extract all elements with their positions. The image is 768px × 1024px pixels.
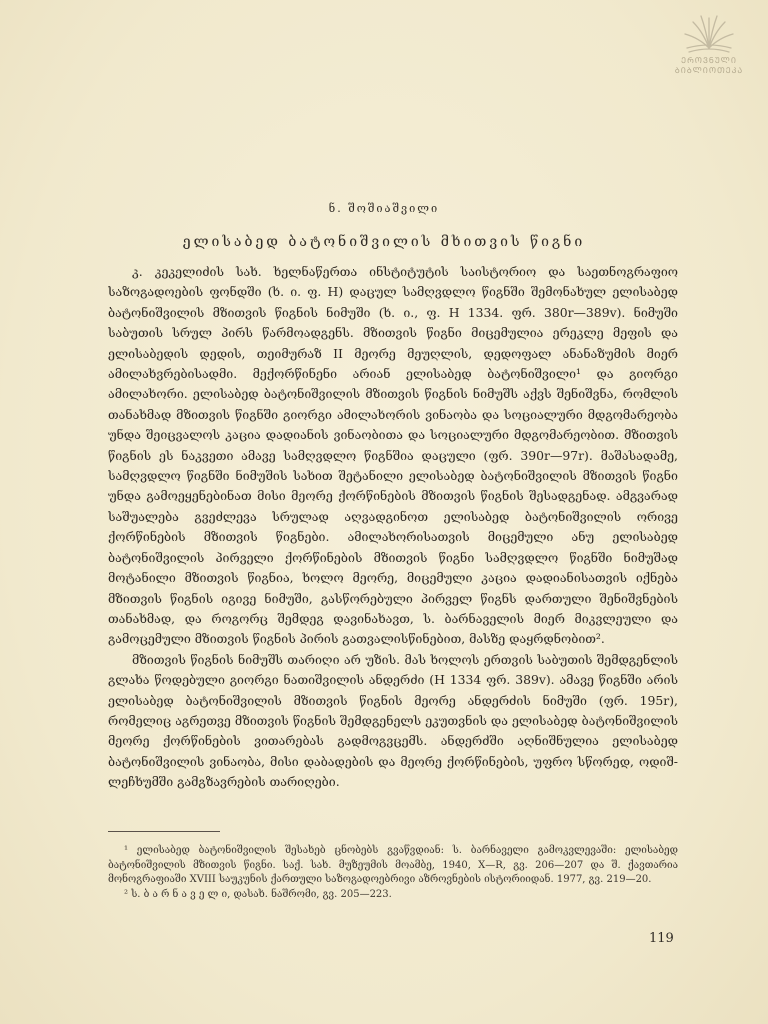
article-body [108, 262, 678, 814]
footnote-1: ¹ ელისაბედ ბატონიშვილის შესახებ ცნობებს გვაწვდიან: ს. ბარნაველი გამოკვლევაში: ელისაბედ ბატონიშვილის მზითვის წიგნი. საქ. სახ. მუზეუმის მოამბე, 1940, X—R, გვ. 206—207 და შ. ქავთარია მონოგრაფიაში XVIII საუკუნის ქართული საზოგადოებრივი აზროვნების ისტორიიდან. 1977, გვ. 219—20. [108, 845, 678, 885]
logo-text-line-1: ᲔᲠᲝᲕᲜᲣᲚᲘ [681, 56, 737, 65]
body-paragraph: მზითვის წიგნის ნიმუშს თარიღი არ უზის. მას ხოლოს ერთვის საბუთის შემდგენლის გლახა წოდებული გიორგი ნათიშვილის ანდერძი (H 1334 ფრ. 389v). ამავე წიგნში არის ელისაბედ ბატონიშვილის მზითვის წიგნის მეორე ანდერძის ნიმუში (ფრ. 195r), რომელიც აგრეთვე მზითვის წიგნის შემდგენელს ეკუთვნის და ელისაბედ ბატონიშვილის მეორე ქორწინების ვითარებას გადმოგვცემს. ანდერძში აღნიშნულია ელისაბედ ბატონიშვილის ვინაობა, მისი დაბადების და მეორე ქორწინების, უფრო სწორედ, ოდიშ-ლეჩხუმში გამგზავრების თარიღები. [108, 651, 678, 790]
footnotes [108, 844, 678, 902]
article-title: ელისაბედ ბატონიშვილის მხითვის წიგნი [182, 234, 586, 250]
library-logo [664, 12, 754, 84]
article-author: ნ. შოშიაშვილი [328, 202, 440, 215]
footnote-2: ² ს. ბ ა რ ნ ა ვ ე ლ ი, დასახ. ნაშრომი, გვ. 205—223. [124, 888, 392, 900]
footnote-divider [108, 831, 220, 832]
page-number: 119 [649, 931, 674, 946]
logo-text-line-2: ᲑᲘᲑᲚᲘᲝᲗᲔᲙᲐ [674, 66, 744, 75]
body-paragraph: კ. კეკელიძის სახ. ხელნაწერთა ინსტიტუტის საისტორიო და საეთნოგრაფიო საზოგადოების ფონდში (ხ. ი. ფ. H) დაცულ სამღვდლო წიგნში შემონახულ ელისაბედ ბატონიშვილის მზითვის წიგნის ნიმუში (ხ. ი., ფ. H 1334. ფრ. 380r—389v). ნიმუში საბუთის სრულ პირს წარმოადგენს. მზითვის წიგნი მიცემულია ერეკლე მეფის და ელისაბედის დედის, თეიმურაზ II მეორე მეუღლის, დედოფალ ანანაზუმის მიერ ამილახვრებისადმი. მექორწინენი არიან ელისაბედ ბატონიშვილი¹ და გიორგი ამილახორი. ელისაბედ ბატონიშვილის მზითვის წიგნის ნიმუშს აქვს შენიშვნა, რომლის თანახმად მზითვის წიგნში გიორგი ამილახორის ვინაობა და სოციალური მდგომარეობა უნდა შეიცვალოს კაცია დადიანის ვინაობითა და სოციალური მდგომარეობით. მზითვის წიგნის ეს ნაკვეთი ამავე სამღვდლო წიგნშია დაცული (ფრ. 390r—97r). მაშასადამე, სამღვდლო წიგნში ნიმუშის სახით შეტანილი ელისაბედ ბატონიშვილის მზითვის წიგნი უნდა გამოეყენებინათ მისი მეორე ქორწინების მზითვის წიგნის შესადგენად. ამგვარად საშუალება გვეძლევა სრულად აღვადგინოთ ელისაბედ ბატონიშვილის ორივე ქორწინების მზითვის წიგნები. ამილახორისათვის მიცემული ანუ ელისაბედ ბატონიშვილის პირველი ქორწინების მზითვის წიგნი სამღვდლო წიგნში ნიმუშად მოტანილი მზითვის წიგნია, ხოლო მეორე, მიცემული კაცია დადიანისათვის იქნება მზითვის წიგნის იგივე ნიმუში, გასწორებული პირველ წიგნს დართული შენიშვნების თანახმად, და როგორც შემდეგ დავინახავთ, ს. ბარნაველის მიერ მიკვლეული და გამოცემული მზითვის წიგნის პირის გათვალისწინებით, მასზე დაყრდნობით². [108, 264, 678, 647]
book-sprout-icon [679, 12, 739, 56]
